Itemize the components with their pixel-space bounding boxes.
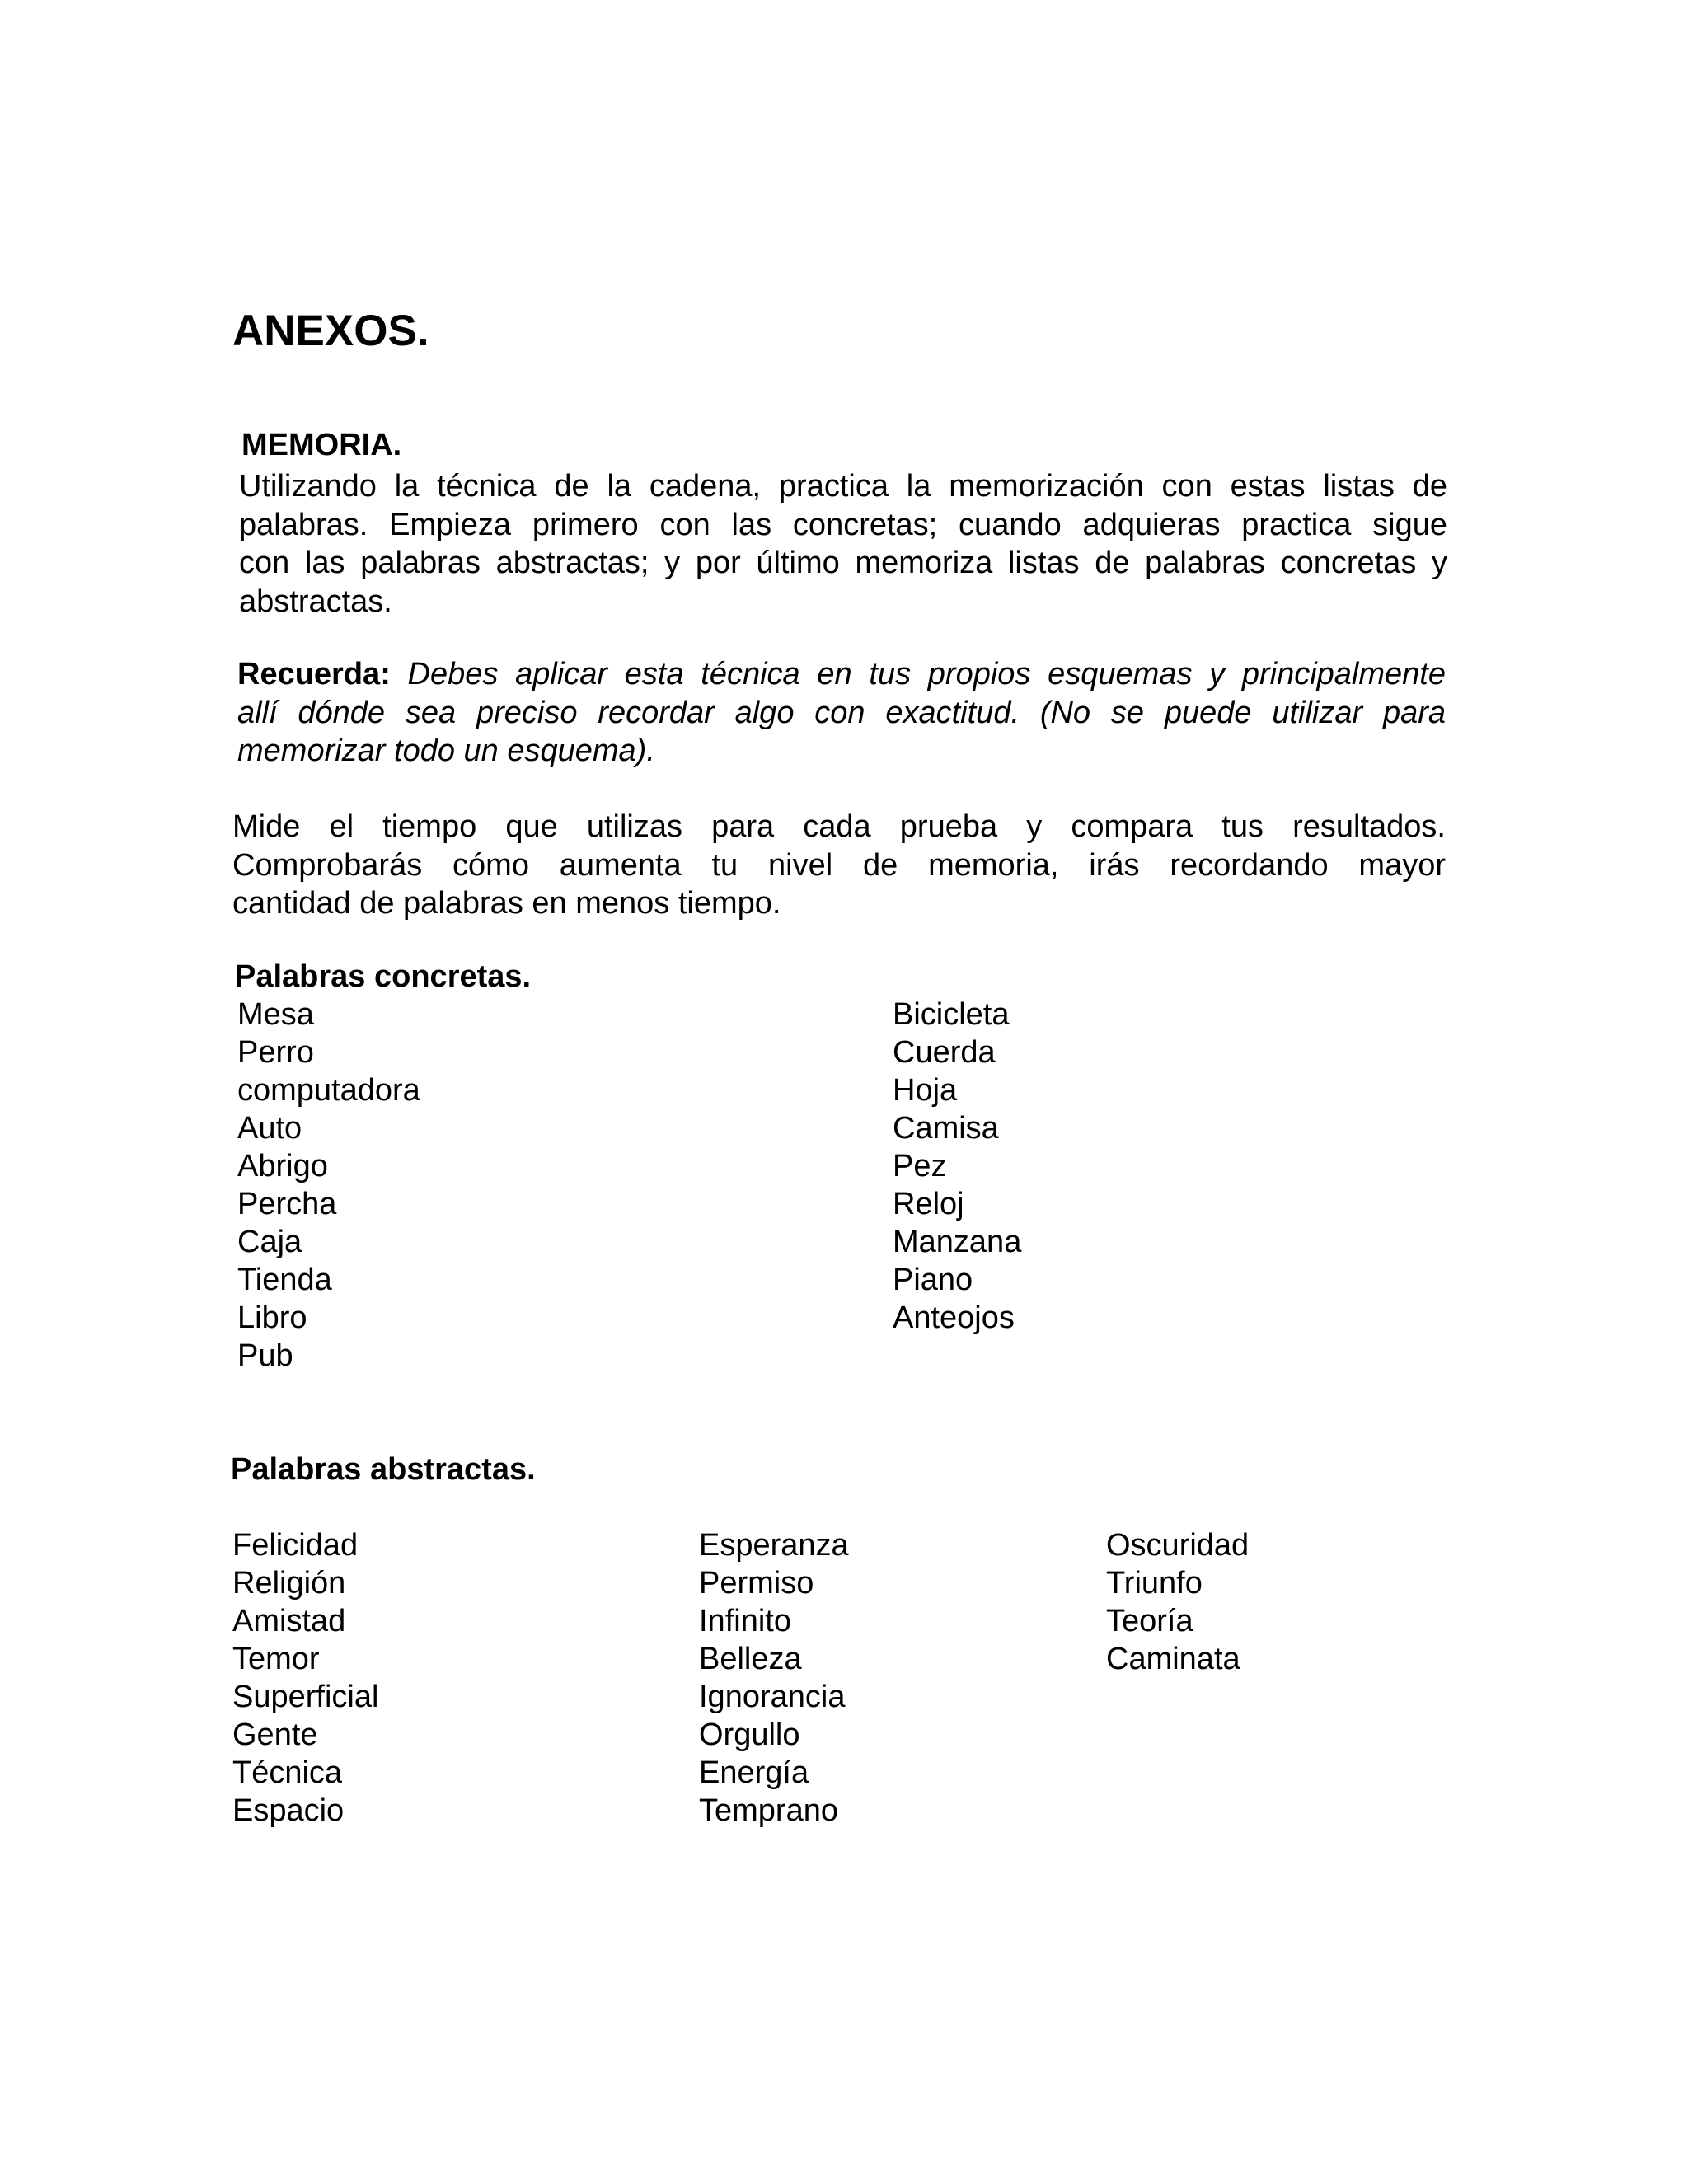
word-item: Belleza bbox=[699, 1642, 802, 1676]
word-item: Hoja bbox=[893, 1073, 958, 1108]
word-item: Triunfo bbox=[1106, 1566, 1203, 1601]
word-item: Auto bbox=[237, 1111, 302, 1146]
word-item: Mesa bbox=[237, 997, 314, 1032]
word-item: Cuerda bbox=[893, 1035, 996, 1070]
word-item: Orgullo bbox=[699, 1718, 800, 1752]
word-item: Pub bbox=[237, 1338, 293, 1373]
word-item: Percha bbox=[237, 1187, 337, 1221]
word-item: Energía bbox=[699, 1755, 809, 1790]
word-item: Abrigo bbox=[237, 1149, 328, 1183]
concretas-heading: Palabras concretas. bbox=[235, 959, 532, 994]
intro-line: palabras. Empieza primero con las concretas; cuando adquieras practica sigue bbox=[239, 507, 1447, 542]
intro-line: con las palabras abstractas; y por último memoriza listas de palabras concretas y bbox=[239, 546, 1447, 580]
word-item: Piano bbox=[893, 1263, 973, 1297]
word-item: Libro bbox=[237, 1301, 307, 1335]
word-item: Bicicleta bbox=[893, 997, 1010, 1032]
word-item: Temprano bbox=[699, 1793, 838, 1828]
word-item: Caja bbox=[237, 1225, 302, 1259]
concretas-column-2 bbox=[893, 996, 1021, 1338]
word-item: Temor bbox=[232, 1642, 320, 1676]
mide-line: Mide el tiempo que utilizas para cada prueba y compara tus resultados. bbox=[232, 809, 1446, 844]
abstractas-column-1 bbox=[232, 1527, 378, 1830]
word-item: Espacio bbox=[232, 1793, 345, 1828]
word-item: Teoría bbox=[1106, 1604, 1193, 1638]
word-item: Permiso bbox=[699, 1566, 814, 1601]
concretas-column-1 bbox=[237, 996, 420, 1376]
word-item: Religión bbox=[232, 1566, 346, 1601]
abstractas-column-2 bbox=[699, 1527, 849, 1830]
intro-line: abstractas. bbox=[239, 583, 392, 619]
word-item: Manzana bbox=[893, 1225, 1022, 1259]
word-item: Oscuridad bbox=[1106, 1528, 1250, 1563]
mide-line: cantidad de palabras en menos tiempo. bbox=[232, 886, 781, 921]
word-item: Ignorancia bbox=[699, 1680, 846, 1714]
word-item: Anteojos bbox=[893, 1301, 1015, 1335]
word-item: Esperanza bbox=[699, 1528, 849, 1563]
mide-line: Comprobarás cómo aumenta tu nivel de memoria, irás recordando mayor bbox=[232, 847, 1446, 883]
word-item: Superficial bbox=[232, 1680, 379, 1714]
page-title: ANEXOS. bbox=[232, 307, 429, 355]
word-item: computadora bbox=[237, 1073, 420, 1108]
abstractas-column-3 bbox=[1106, 1527, 1249, 1679]
recuerda-text: Debes aplicar esta técnica en tus propios esquemas y principalmente bbox=[390, 657, 1446, 691]
word-item: Pez bbox=[893, 1149, 947, 1183]
recuerda-paragraph bbox=[237, 655, 1446, 771]
word-item: Infinito bbox=[699, 1604, 791, 1638]
memoria-heading: MEMORIA. bbox=[241, 428, 402, 462]
word-item: Reloj bbox=[893, 1187, 964, 1221]
word-item: Caminata bbox=[1106, 1642, 1240, 1676]
word-item: Perro bbox=[237, 1035, 314, 1070]
intro-line: Utilizando la técnica de la cadena, practica la memorización con estas listas de bbox=[239, 469, 1447, 504]
word-item: Camisa bbox=[893, 1111, 999, 1146]
word-item: Felicidad bbox=[232, 1528, 359, 1563]
recuerda-label: Recuerda: bbox=[237, 657, 391, 691]
recuerda-line: memorizar todo un esquema). bbox=[237, 733, 655, 768]
abstractas-heading: Palabras abstractas. bbox=[231, 1452, 536, 1487]
word-item: Amistad bbox=[232, 1604, 346, 1638]
recuerda-line: allí dónde sea preciso recordar algo con exactitud. (No se puede utilizar para bbox=[237, 695, 1446, 730]
recuerda-line bbox=[237, 655, 1446, 694]
word-item: Técnica bbox=[232, 1755, 343, 1790]
mide-paragraph bbox=[232, 808, 1446, 923]
word-item: Tienda bbox=[237, 1263, 332, 1297]
word-item: Gente bbox=[232, 1718, 318, 1752]
memoria-intro-paragraph bbox=[239, 467, 1447, 621]
